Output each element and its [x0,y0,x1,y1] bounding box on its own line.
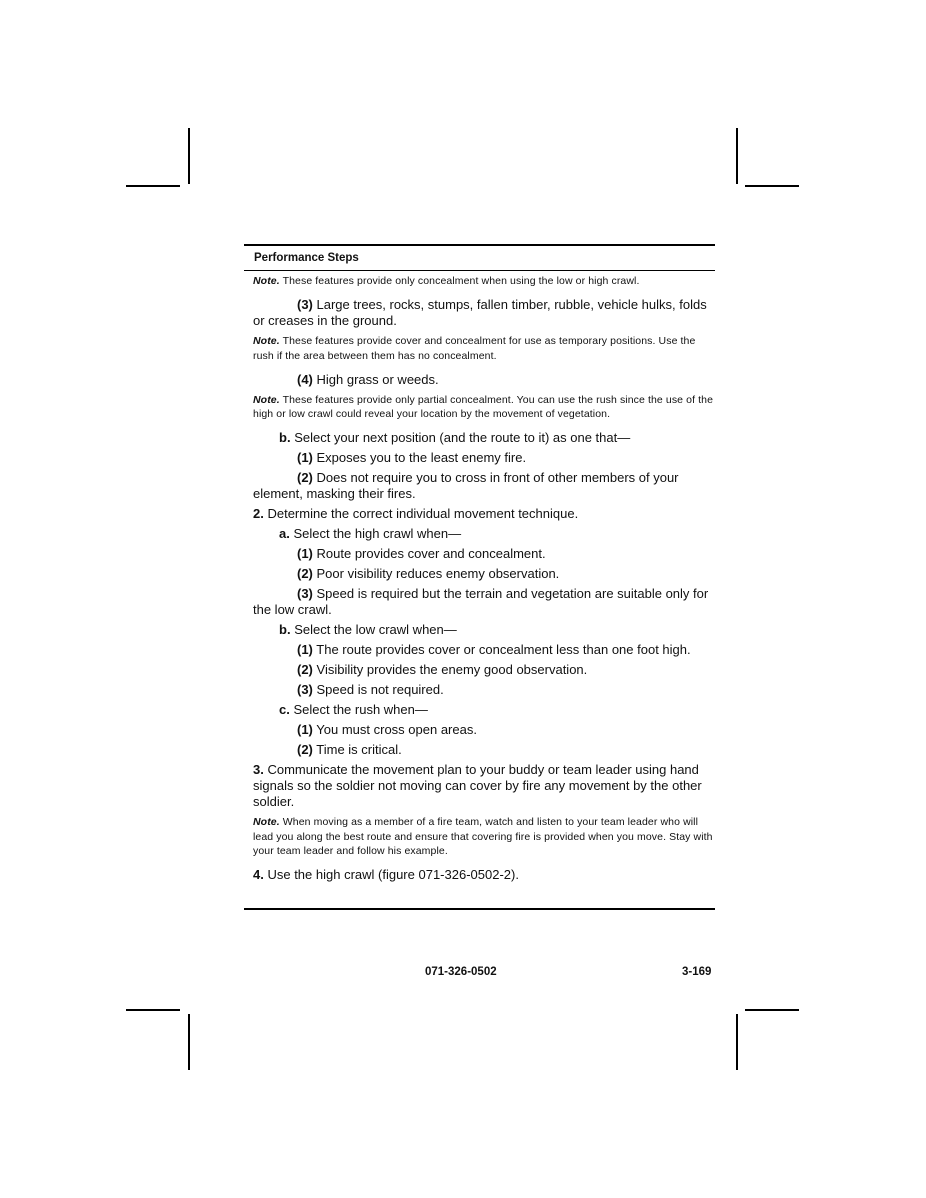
task-number: 071-326-0502 [425,966,497,978]
section-bottom-rule [244,908,715,910]
lettered-step: b. Select your next position (and the route to it) as one that— [279,430,631,446]
lettered-step: a. Select the high crawl when— [279,526,462,542]
crop-mark-bottom-right [736,1014,738,1070]
numbered-step: 2. Determine the correct individual movement technique. [253,506,579,522]
substep: (1) You must cross open areas. [297,722,477,738]
note: Note. When moving as a member of a fire team, watch and listen to your team leader who will lead you along the best route and ensure that covering fire is provided when you move. Stay with your team leader and follow his example. [253,816,713,858]
crop-mark-bottom-right [745,1009,799,1011]
numbered-step: 4. Use the high crawl (figure 071-326-0502-2). [253,867,519,883]
substep: (3) Speed is not required. [297,682,444,698]
crop-mark-top-right [745,185,799,187]
section-title: Performance Steps [254,252,359,264]
bottom-rule [244,908,715,910]
substep: (3) Large trees, rocks, stumps, fallen timber, rubble, vehicle hulks, folds or creases in the ground. [253,297,707,329]
performance-steps-body [253,274,713,883]
crop-mark-top-left [188,128,190,184]
crop-mark-bottom-left [188,1014,190,1070]
crop-mark-top-left [126,185,180,187]
substep: (4) High grass or weeds. [297,371,439,387]
substep: (1) The route provides cover or concealment less than one foot high. [297,642,691,658]
note: Note. These features provide cover and concealment for use as temporary positions. Use the rush if the area between them has no concealment. [253,335,696,362]
substep: (1) Exposes you to the least enemy fire. [297,450,527,466]
numbered-step: 3. Communicate the movement plan to your buddy or team leader using hand signals so the soldier not moving can cover by fire any movement by the other soldier. [253,762,702,810]
note: Note. These features provide only concealment when using the low or high crawl. [253,275,640,287]
note: Note. These features provide only partial concealment. You can use the rush since the use of the high or low crawl could reveal your location by the movement of vegetation. [253,393,714,421]
substep: (2) Time is critical. [297,742,402,758]
crop-mark-bottom-left [126,1009,180,1011]
lettered-step: c. Select the rush when— [279,702,428,718]
substep: (2) Visibility provides the enemy good observation. [297,662,588,678]
substep: (3) Speed is required but the terrain and vegetation are suitable only for the low crawl. [253,586,709,618]
substep: (2) Does not require you to cross in front of other members of your element, masking their fires. [253,470,679,502]
substep: (2) Poor visibility reduces enemy observation. [297,566,560,582]
crop-mark-top-right [736,128,738,184]
page-number: 3-169 [682,966,712,978]
header-bottom-rule [244,270,715,271]
lettered-step: b. Select the low crawl when— [279,622,457,638]
substep: (1) Route provides cover and concealment. [297,546,546,562]
section-header [244,244,715,271]
